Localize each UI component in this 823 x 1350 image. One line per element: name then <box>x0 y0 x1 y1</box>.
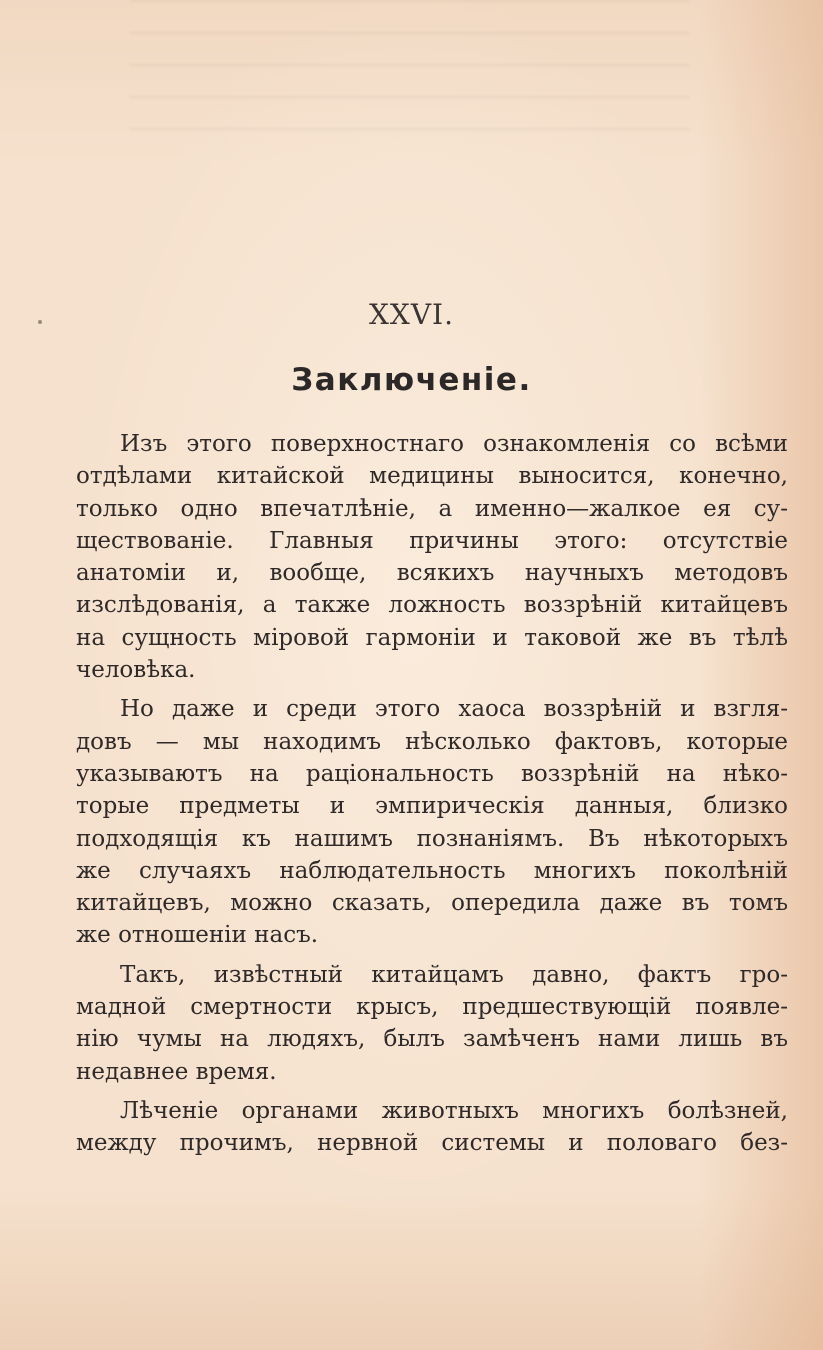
text-line: же случаяхъ наблюдательность многихъ поколѣній <box>76 857 788 884</box>
text-line: между прочимъ, нервной системы и половаго без- <box>76 1130 788 1157</box>
text-line: китайцевъ, можно сказать, опередила даже въ томъ <box>76 890 788 917</box>
body-text <box>76 428 788 1167</box>
text-line: мадной смертности крысъ, предшествующій появле- <box>76 994 788 1021</box>
paragraph-4 <box>76 1095 788 1160</box>
text-line: Такъ, извѣстный китайцамъ давно, фактъ гро- <box>120 961 788 988</box>
paragraph-2 <box>76 693 788 951</box>
text-line: Но даже и среди этого хаоса воззрѣній и взгля- <box>120 696 788 723</box>
text-line: на сущность міровой гармоніи и таковой же въ тѣлѣ <box>76 624 788 651</box>
text-line: подходящія къ нашимъ познаніямъ. Въ нѣкоторыхъ <box>76 825 788 852</box>
text-line: Лѣченіе органами животныхъ многихъ болѣзней, <box>120 1097 788 1124</box>
text-line: человѣка. <box>76 657 196 684</box>
text-line: торые предметы и эмпирическія данныя, близко <box>76 793 788 820</box>
text-line: анатоміи и, вообще, всякихъ научныхъ методовъ <box>76 560 788 587</box>
text-line: же отношеніи насъ. <box>76 922 319 949</box>
chapter-title: Заключеніе. <box>291 362 532 398</box>
bleed-through-text <box>130 0 690 150</box>
paragraph-3 <box>76 959 788 1088</box>
text-line: изслѣдованія, а также ложность воззрѣній китайцевъ <box>76 592 788 619</box>
text-line: недавнее время. <box>76 1058 277 1085</box>
paragraph-1 <box>76 428 788 686</box>
text-line: указываютъ на раціональность воззрѣній на нѣко- <box>76 760 788 787</box>
text-line: только одно впечатлѣніе, а именно—жалкое ея су- <box>76 495 788 522</box>
chapter-number: XXVI. <box>368 298 455 331</box>
text-line: Изъ этого поверхностнаго ознакомленія со всѣми <box>120 431 788 457</box>
text-line: довъ — мы находимъ нѣсколько фактовъ, которые <box>76 728 788 755</box>
text-line: нію чумы на людяхъ, былъ замѣченъ нами лишь въ <box>76 1026 788 1053</box>
text-line: ществованіе. Главныя причины этого: отсутствіе <box>76 527 788 554</box>
text-line: отдѣлами китайской медицины выносится, конечно, <box>76 463 788 490</box>
